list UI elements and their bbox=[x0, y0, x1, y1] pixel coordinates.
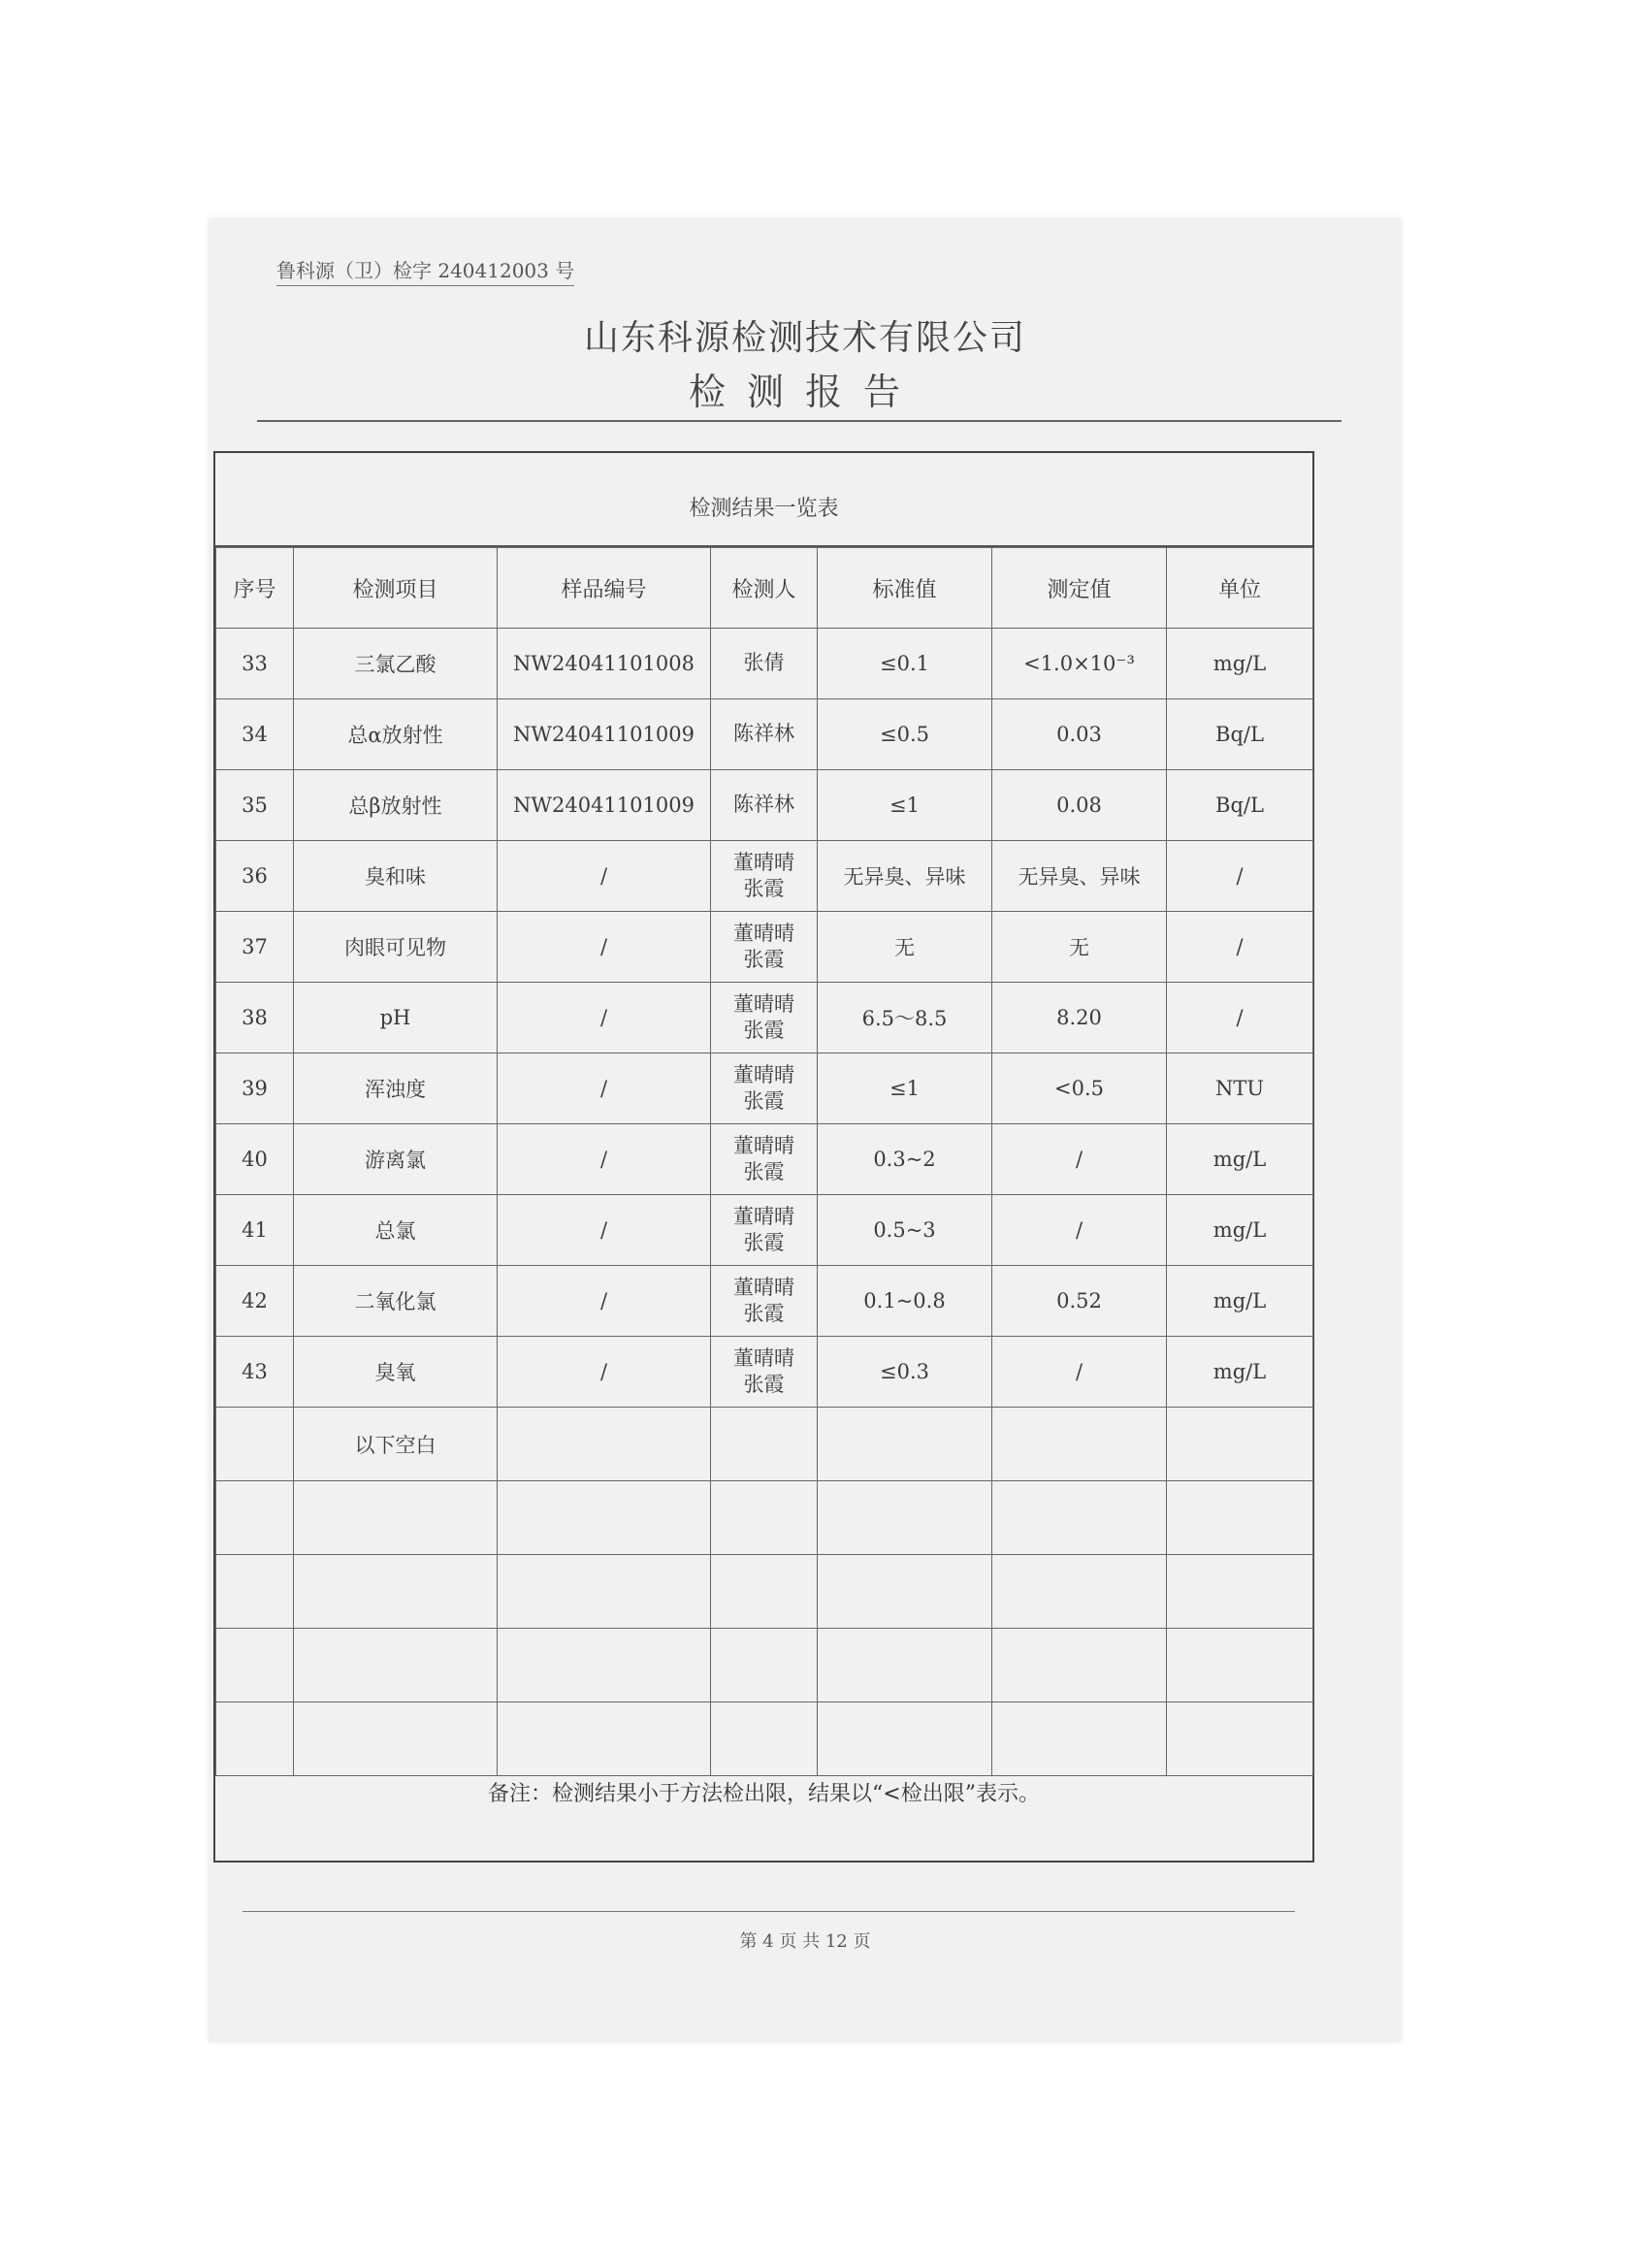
cell-unit: Bq/L bbox=[1167, 770, 1313, 841]
results-body bbox=[216, 629, 1313, 1776]
blank-row bbox=[216, 1702, 1313, 1776]
tester-name: 董晴晴 bbox=[733, 1345, 794, 1370]
blank-cell bbox=[818, 1702, 992, 1776]
cell-item: 浑浊度 bbox=[294, 1053, 498, 1124]
tester-name: 张霞 bbox=[743, 877, 785, 900]
cell-unit: Bq/L bbox=[1167, 699, 1313, 770]
cell-sample: / bbox=[498, 841, 711, 912]
cell-tester bbox=[711, 1124, 818, 1195]
tester-name: 张霞 bbox=[743, 1302, 785, 1325]
col-header-no: 序号 bbox=[216, 548, 294, 629]
cell-sample: / bbox=[498, 1195, 711, 1266]
cell-standard: ≤0.3 bbox=[818, 1337, 992, 1408]
cell-standard: 0.5~3 bbox=[818, 1195, 992, 1266]
page-number: 第 4 页 共 12 页 bbox=[739, 1931, 871, 1952]
cell-sample: / bbox=[498, 1124, 711, 1195]
blank-cell bbox=[711, 1408, 818, 1481]
col-header-tester: 检测人 bbox=[711, 548, 818, 629]
cell-measured: / bbox=[992, 1337, 1167, 1408]
cell-unit: NTU bbox=[1167, 1053, 1313, 1124]
cell-measured: 无 bbox=[992, 912, 1167, 983]
cell-measured: / bbox=[992, 1195, 1167, 1266]
cell-standard: 0.1~0.8 bbox=[818, 1266, 992, 1337]
cell-tester bbox=[711, 1053, 818, 1124]
col-header-standard: 标准值 bbox=[818, 548, 992, 629]
table-row bbox=[216, 1337, 1313, 1408]
blank-cell bbox=[498, 1408, 711, 1481]
cell-unit: mg/L bbox=[1167, 1124, 1313, 1195]
blank-cell bbox=[294, 1629, 498, 1702]
blank-cell bbox=[294, 1481, 498, 1555]
cell-unit: mg/L bbox=[1167, 1195, 1313, 1266]
cell-measured: / bbox=[992, 1124, 1167, 1195]
cell-measured: <0.5 bbox=[992, 1053, 1167, 1124]
tester-name: 张霞 bbox=[743, 1089, 785, 1113]
cell-no: 38 bbox=[216, 983, 294, 1053]
col-header-measured: 测定值 bbox=[992, 548, 1167, 629]
blank-row bbox=[216, 1408, 1313, 1481]
blank-cell bbox=[216, 1629, 294, 1702]
cell-standard: 0.3~2 bbox=[818, 1124, 992, 1195]
blank-cell bbox=[818, 1629, 992, 1702]
table-row bbox=[216, 1053, 1313, 1124]
cell-tester bbox=[711, 912, 818, 983]
cell-item: 三氯乙酸 bbox=[294, 629, 498, 699]
blank-row bbox=[216, 1481, 1313, 1555]
cell-standard: 6.5～8.5 bbox=[818, 983, 992, 1053]
cell-tester bbox=[711, 699, 818, 770]
tester-name: 张霞 bbox=[743, 1160, 785, 1183]
blank-cell bbox=[711, 1702, 818, 1776]
table-row bbox=[216, 699, 1313, 770]
blank-cell bbox=[818, 1481, 992, 1555]
table-row bbox=[216, 841, 1313, 912]
footer-rule bbox=[242, 1911, 1295, 1912]
blank-cell bbox=[498, 1629, 711, 1702]
cell-no: 40 bbox=[216, 1124, 294, 1195]
blank-cell bbox=[1167, 1629, 1313, 1702]
cell-tester bbox=[711, 629, 818, 699]
blank-cell bbox=[498, 1481, 711, 1555]
cell-no: 37 bbox=[216, 912, 294, 983]
blank-cell bbox=[294, 1555, 498, 1629]
blank-cell bbox=[1167, 1408, 1313, 1481]
cell-tester bbox=[711, 770, 818, 841]
tester-name: 张霞 bbox=[743, 1231, 785, 1254]
blank-cell bbox=[216, 1408, 294, 1481]
table-row bbox=[216, 1266, 1313, 1337]
cell-sample: / bbox=[498, 1266, 711, 1337]
cell-item: 臭氧 bbox=[294, 1337, 498, 1408]
results-table bbox=[215, 547, 1313, 1776]
table-row bbox=[216, 912, 1313, 983]
table-row bbox=[216, 1195, 1313, 1266]
cell-no: 33 bbox=[216, 629, 294, 699]
blank-cell bbox=[711, 1555, 818, 1629]
cell-standard: ≤1 bbox=[818, 1053, 992, 1124]
table-row bbox=[216, 629, 1313, 699]
blank-cell bbox=[1167, 1481, 1313, 1555]
cell-unit: mg/L bbox=[1167, 1337, 1313, 1408]
tester-name: 张霞 bbox=[743, 948, 785, 971]
cell-measured: 8.20 bbox=[992, 983, 1167, 1053]
cell-item: pH bbox=[294, 983, 498, 1053]
cell-item: 游离氯 bbox=[294, 1124, 498, 1195]
tester-name: 董晴晴 bbox=[733, 1062, 794, 1086]
blank-cell bbox=[498, 1702, 711, 1776]
blank-cell bbox=[216, 1702, 294, 1776]
cell-no: 43 bbox=[216, 1337, 294, 1408]
tester-name: 陈祥林 bbox=[733, 793, 794, 817]
tester-name: 张霞 bbox=[743, 1373, 785, 1396]
results-table-frame bbox=[213, 451, 1314, 1863]
tester-name: 董晴晴 bbox=[733, 1275, 794, 1299]
cell-tester bbox=[711, 1266, 818, 1337]
tester-name: 张倩 bbox=[743, 651, 785, 675]
blank-cell bbox=[992, 1481, 1167, 1555]
table-caption: 检测结果一览表 bbox=[689, 497, 839, 521]
cell-standard: ≤0.1 bbox=[818, 629, 992, 699]
cell-sample: / bbox=[498, 1053, 711, 1124]
cell-unit: mg/L bbox=[1167, 629, 1313, 699]
table-row bbox=[216, 770, 1313, 841]
cell-sample: NW24041101009 bbox=[498, 770, 711, 841]
cell-no: 42 bbox=[216, 1266, 294, 1337]
blank-cell bbox=[498, 1555, 711, 1629]
col-header-unit: 单位 bbox=[1167, 548, 1313, 629]
cell-standard: 无异臭、异味 bbox=[818, 841, 992, 912]
header-rule bbox=[257, 420, 1342, 422]
remark-note: 备注：检测结果小于方法检出限，结果以“<检出限”表示。 bbox=[488, 1782, 1040, 1806]
blank-cell bbox=[711, 1629, 818, 1702]
cell-sample: NW24041101008 bbox=[498, 629, 711, 699]
blank-cell bbox=[294, 1702, 498, 1776]
tester-name: 董晴晴 bbox=[733, 991, 794, 1016]
cell-unit: / bbox=[1167, 912, 1313, 983]
cell-item: 总氯 bbox=[294, 1195, 498, 1266]
cell-tester bbox=[711, 1195, 818, 1266]
table-row bbox=[216, 1124, 1313, 1195]
cell-unit: / bbox=[1167, 983, 1313, 1053]
cell-no: 34 bbox=[216, 699, 294, 770]
cell-sample: / bbox=[498, 983, 711, 1053]
blank-cell bbox=[216, 1555, 294, 1629]
cell-sample: / bbox=[498, 1337, 711, 1408]
cell-item: 总α放射性 bbox=[294, 699, 498, 770]
cell-measured: 0.03 bbox=[992, 699, 1167, 770]
cell-item: 肉眼可见物 bbox=[294, 912, 498, 983]
report-number: 鲁科源（卫）检字 240412003 号 bbox=[276, 255, 574, 286]
col-header-sample: 样品编号 bbox=[498, 548, 711, 629]
cell-no: 41 bbox=[216, 1195, 294, 1266]
cell-standard: ≤0.5 bbox=[818, 699, 992, 770]
tester-name: 董晴晴 bbox=[733, 850, 794, 874]
blank-row bbox=[216, 1629, 1313, 1702]
cell-item: 总β放射性 bbox=[294, 770, 498, 841]
blank-cell bbox=[711, 1481, 818, 1555]
cell-measured: 无异臭、异味 bbox=[992, 841, 1167, 912]
tester-name: 陈祥林 bbox=[733, 722, 794, 746]
cell-sample: / bbox=[498, 912, 711, 983]
tester-name: 董晴晴 bbox=[733, 921, 794, 945]
blank-cell bbox=[992, 1408, 1167, 1481]
cell-tester bbox=[711, 983, 818, 1053]
blank-cell bbox=[992, 1629, 1167, 1702]
tester-name: 董晴晴 bbox=[733, 1133, 794, 1157]
cell-item: 二氧化氯 bbox=[294, 1266, 498, 1337]
blank-cell bbox=[992, 1702, 1167, 1776]
blank-cell bbox=[1167, 1555, 1313, 1629]
blank-cell bbox=[992, 1555, 1167, 1629]
blank-row bbox=[216, 1555, 1313, 1629]
blank-label: 以下空白 bbox=[294, 1408, 498, 1481]
cell-standard: 无 bbox=[818, 912, 992, 983]
blank-cell bbox=[216, 1481, 294, 1555]
report-page bbox=[209, 218, 1402, 2042]
cell-sample: NW24041101009 bbox=[498, 699, 711, 770]
cell-no: 39 bbox=[216, 1053, 294, 1124]
company-name: 山东科源检测技术有限公司 bbox=[583, 318, 1026, 358]
cell-measured: <1.0×10⁻³ bbox=[992, 629, 1167, 699]
col-header-item: 检测项目 bbox=[294, 548, 498, 629]
cell-tester bbox=[711, 1337, 818, 1408]
table-header-row bbox=[216, 548, 1313, 629]
cell-unit: mg/L bbox=[1167, 1266, 1313, 1337]
cell-no: 36 bbox=[216, 841, 294, 912]
report-title: 检测报告 bbox=[688, 371, 922, 413]
cell-measured: 0.52 bbox=[992, 1266, 1167, 1337]
cell-measured: 0.08 bbox=[992, 770, 1167, 841]
tester-name: 董晴晴 bbox=[733, 1204, 794, 1228]
blank-cell bbox=[818, 1408, 992, 1481]
cell-standard: ≤1 bbox=[818, 770, 992, 841]
cell-no: 35 bbox=[216, 770, 294, 841]
tester-name: 张霞 bbox=[743, 1019, 785, 1042]
table-row bbox=[216, 983, 1313, 1053]
cell-tester bbox=[711, 841, 818, 912]
cell-unit: / bbox=[1167, 841, 1313, 912]
blank-cell bbox=[818, 1555, 992, 1629]
blank-cell bbox=[1167, 1702, 1313, 1776]
cell-item: 臭和味 bbox=[294, 841, 498, 912]
